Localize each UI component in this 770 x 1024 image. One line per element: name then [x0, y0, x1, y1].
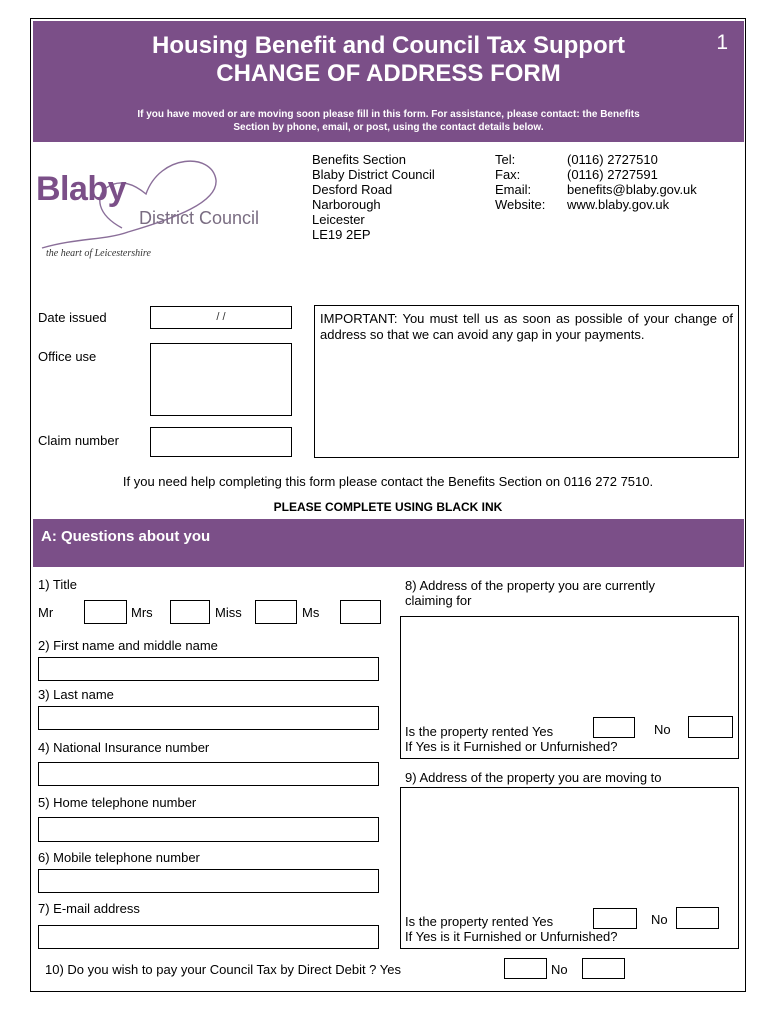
email-label: Email: [495, 182, 532, 197]
last-name-field[interactable] [38, 706, 379, 730]
tel-value: (0116) 2727510 [567, 152, 658, 167]
address-line: Blaby District Council [312, 167, 435, 182]
header-note-line-2: Section by phone, email, or post, using the contact details below. [233, 122, 544, 133]
direct-debit-no-label: No [551, 962, 568, 977]
address-line: Benefits Section [312, 152, 406, 167]
current-address-question: 8) Address of the property you are currently [405, 578, 656, 593]
title-miss-checkbox[interactable] [255, 600, 297, 624]
current-rented-no-label: No [654, 722, 671, 737]
address-line: Leicester [312, 212, 365, 227]
ni-number-field[interactable] [38, 762, 379, 786]
date-issued-label: Date issued [38, 310, 107, 325]
section-a-header [33, 519, 744, 567]
title-mr-checkbox[interactable] [84, 600, 127, 624]
mobile-phone-field[interactable] [38, 869, 379, 893]
date-issued-field[interactable]: / / [150, 306, 292, 329]
important-text: IMPORTANT: You must tell us as soon as possible of your change of address so that we can avoid any gap in your payments. [320, 311, 733, 342]
title-option-mrs: Mrs [131, 605, 153, 620]
mobile-phone-label: 6) Mobile telephone number [38, 850, 200, 865]
section-a-title: A: Questions about you [41, 528, 211, 545]
title-option-ms: Ms [302, 605, 320, 620]
email-address-label: 7) E-mail address [38, 901, 140, 916]
office-use-field[interactable] [150, 343, 292, 416]
last-name-label: 3) Last name [38, 687, 114, 702]
current-furnished-label: If Yes is it Furnished or Unfurnished? [405, 739, 618, 754]
home-phone-field[interactable] [38, 817, 379, 842]
new-furnished-label: If Yes is it Furnished or Unfurnished? [405, 929, 618, 944]
title-question: 1) Title [38, 577, 78, 592]
claim-number-label: Claim number [38, 433, 119, 448]
website-value[interactable]: www.blaby.gov.uk [567, 197, 670, 212]
direct-debit-no-checkbox[interactable] [582, 958, 625, 979]
current-rented-no-checkbox[interactable] [688, 716, 733, 738]
current-rented-label: Is the property rented Yes [405, 724, 554, 739]
page-number: 1 [716, 31, 728, 54]
current-address-question-cont: claiming for [405, 593, 472, 608]
form-title: Housing Benefit and Council Tax Support [152, 32, 625, 59]
email-value[interactable]: benefits@blaby.gov.uk [567, 182, 697, 197]
postal-address [312, 152, 435, 242]
header-note-line-1: If you have moved or are moving soon please fill in this form. For assistance, please contact: the Benefits [137, 109, 640, 120]
logo-word: Blaby [36, 170, 127, 208]
direct-debit-question: 10) Do you wish to pay your Council Tax by Direct Debit ? Yes [45, 962, 401, 977]
new-address-question: 9) Address of the property you are moving to [405, 770, 662, 785]
direct-debit-yes-checkbox[interactable] [504, 958, 547, 979]
header-banner [33, 21, 744, 142]
title-option-miss: Miss [215, 605, 242, 620]
address-line: Desford Road [312, 182, 393, 197]
title-ms-checkbox[interactable] [340, 600, 381, 624]
new-rented-no-checkbox[interactable] [676, 907, 719, 929]
title-option-mr: Mr [38, 605, 54, 620]
new-rented-yes-checkbox[interactable] [593, 908, 637, 929]
first-name-label: 2) First name and middle name [38, 638, 218, 653]
new-rented-label: Is the property rented Yes [405, 914, 554, 929]
fax-label: Fax: [495, 167, 521, 182]
office-use-label: Office use [38, 349, 97, 364]
address-line: Narborough [312, 197, 381, 212]
website-label: Website: [495, 197, 546, 212]
help-text: If you need help completing this form please contact the Benefits Section on 0116 272 7510. [122, 474, 654, 489]
current-rented-yes-checkbox[interactable] [593, 717, 635, 738]
title-mrs-checkbox[interactable] [170, 600, 210, 624]
contact-values [567, 152, 697, 212]
logo-subtitle: District Council [139, 208, 260, 228]
black-ink-instruction: PLEASE COMPLETE USING BLACK INK [273, 500, 503, 514]
contact-labels [495, 152, 545, 212]
logo-tagline: the heart of Leicestershire [46, 248, 151, 259]
fax-value: (0116) 2727591 [567, 167, 658, 182]
new-rented-no-label: No [651, 912, 668, 927]
claim-number-field[interactable] [150, 427, 292, 457]
address-line: LE19 2EP [312, 227, 371, 242]
first-name-field[interactable] [38, 657, 379, 681]
home-phone-label: 5) Home telephone number [38, 795, 197, 810]
tel-label: Tel: [495, 152, 516, 167]
council-logo [36, 148, 306, 273]
ni-number-label: 4) National Insurance number [38, 740, 210, 755]
form-subtitle: CHANGE OF ADDRESS FORM [216, 60, 561, 87]
important-notice [314, 305, 739, 458]
email-address-field[interactable] [38, 925, 379, 949]
